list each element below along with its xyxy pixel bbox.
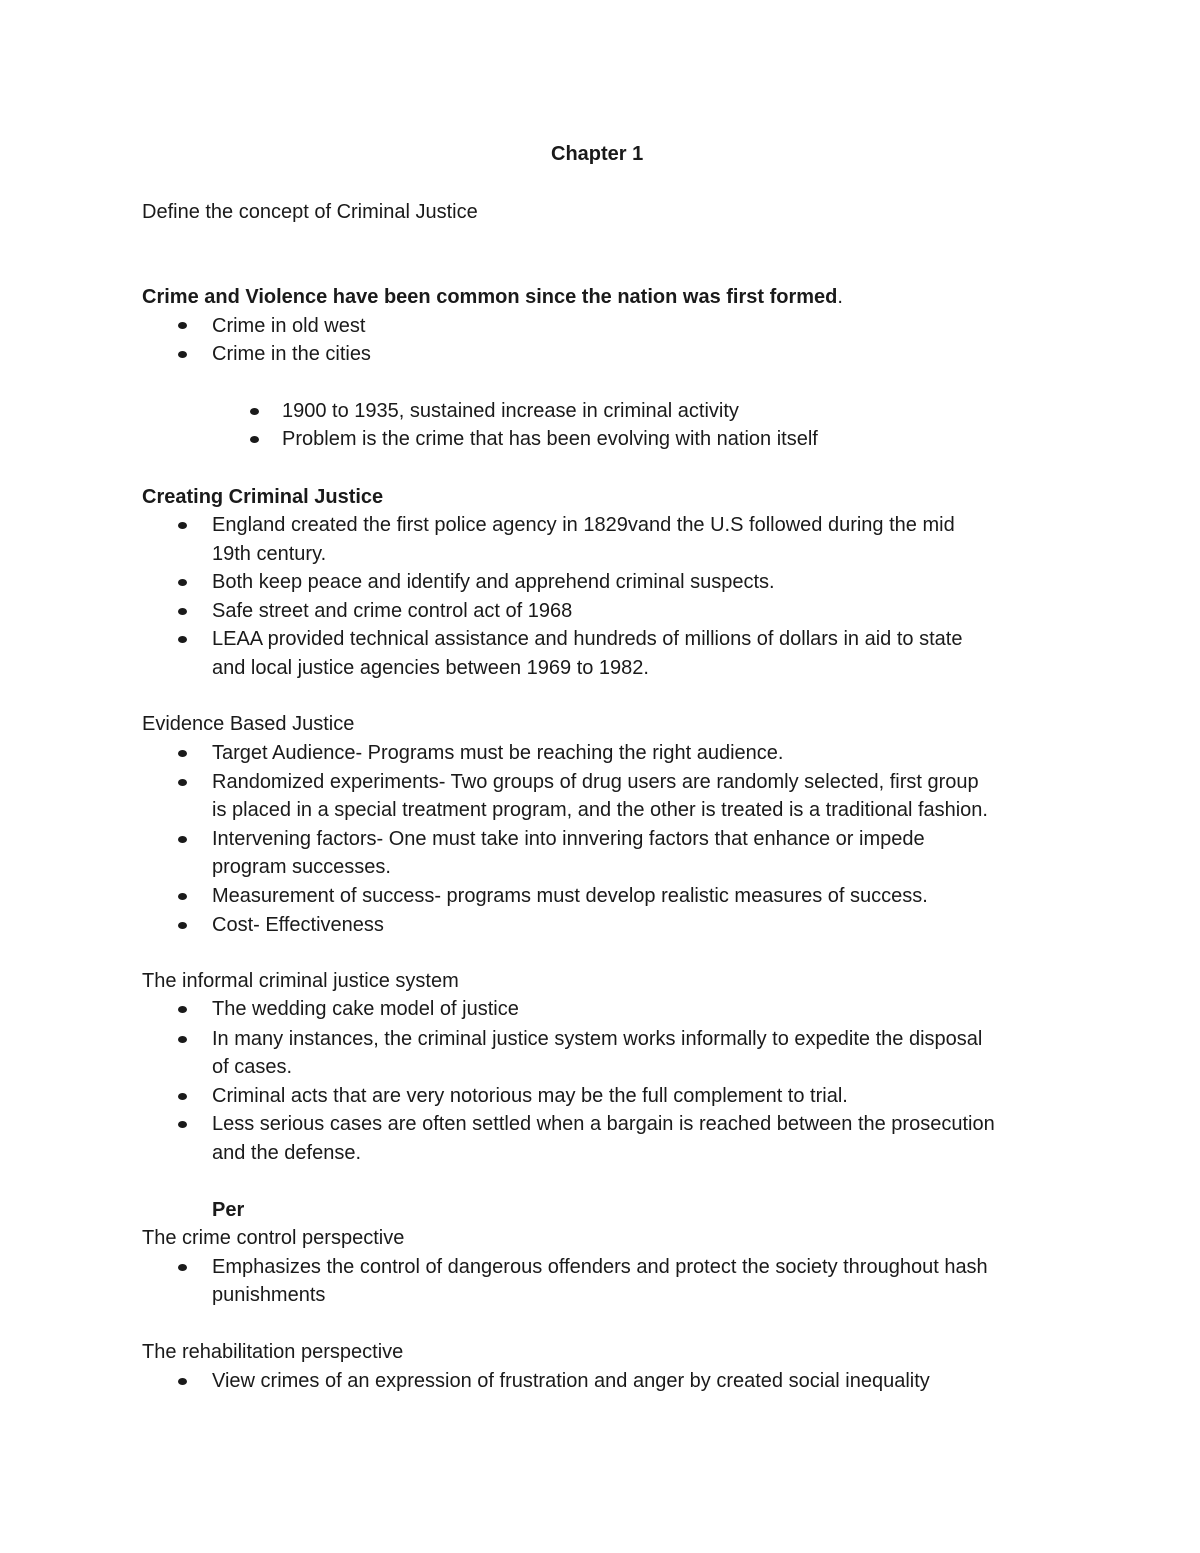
bullet-icon [178, 893, 187, 900]
section-heading: Evidence Based Justice [142, 713, 355, 735]
list-item-continuation: of cases. [212, 1056, 293, 1078]
list-item: England created the first police agency in 1829vand the U.S followed during the mid [212, 514, 955, 536]
list-item: Safe street and crime control act of 1968 [212, 600, 573, 622]
section-heading: The rehabilitation perspective [142, 1341, 404, 1363]
list-item: Target Audience- Programs must be reaching the right audience. [212, 742, 784, 764]
list-item-continuation: 19th century. [212, 543, 327, 565]
sub-list-item: 1900 to 1935, sustained increase in criminal activity [282, 400, 739, 422]
bullet-icon [250, 408, 259, 415]
bullet-icon [178, 522, 187, 529]
bullet-icon [178, 608, 187, 615]
bullet-icon [250, 436, 259, 443]
bullet-icon [178, 351, 187, 358]
list-item: Crime in old west [212, 315, 366, 337]
section-heading: The informal criminal justice system [142, 970, 459, 992]
intro-line: Define the concept of Criminal Justice [142, 201, 478, 223]
bullet-icon [178, 1121, 187, 1128]
list-item: In many instances, the criminal justice system works informally to expedite the disposal [212, 1028, 983, 1050]
bullet-icon [178, 322, 187, 329]
section-heading: The crime control perspective [142, 1227, 405, 1249]
bullet-icon [178, 1264, 187, 1271]
list-item: The wedding cake model of justice [212, 998, 519, 1020]
bullet-icon [178, 636, 187, 643]
bullet-icon [178, 1093, 187, 1100]
page-title: Chapter 1 [551, 143, 644, 165]
list-item-continuation: and the defense. [212, 1142, 362, 1164]
bullet-icon [178, 1036, 187, 1043]
list-item-continuation: punishments [212, 1284, 326, 1306]
list-item-continuation: program successes. [212, 856, 391, 878]
bullet-icon [178, 1006, 187, 1013]
list-item-continuation: and local justice agencies between 1969 to 1982. [212, 657, 649, 679]
list-item: Less serious cases are often settled when a bargain is reached between the prosecution [212, 1113, 995, 1135]
list-item: LEAA provided technical assistance and hundreds of millions of dollars in aid to state [212, 628, 963, 650]
list-item: Crime in the cities [212, 343, 371, 365]
list-item: Randomized experiments- Two groups of drug users are randomly selected, first group [212, 771, 979, 793]
list-item: Measurement of success- programs must develop realistic measures of success. [212, 885, 928, 907]
bullet-icon [178, 1378, 187, 1385]
list-item: Emphasizes the control of dangerous offenders and protect the society throughout hash [212, 1256, 988, 1278]
list-item: View crimes of an expression of frustration and anger by created social inequality [212, 1370, 930, 1392]
sub-list-item: Problem is the crime that has been evolving with nation itself [282, 428, 818, 450]
section-heading: Creating Criminal Justice [142, 486, 384, 508]
per-label: Per [212, 1199, 245, 1221]
section-heading: Crime and Violence have been common since the nation was first formed. [142, 286, 843, 308]
bullet-icon [178, 922, 187, 929]
list-item: Criminal acts that are very notorious may be the full complement to trial. [212, 1085, 848, 1107]
list-item: Cost- Effectiveness [212, 914, 384, 936]
list-item: Both keep peace and identify and apprehend criminal suspects. [212, 571, 775, 593]
bullet-icon [178, 836, 187, 843]
list-item: Intervening factors- One must take into innvering factors that enhance or impede [212, 828, 925, 850]
bullet-icon [178, 779, 187, 786]
bullet-icon [178, 750, 187, 757]
bullet-icon [178, 579, 187, 586]
list-item-continuation: is placed in a special treatment program, and the other is treated is a traditional fashion. [212, 799, 988, 821]
